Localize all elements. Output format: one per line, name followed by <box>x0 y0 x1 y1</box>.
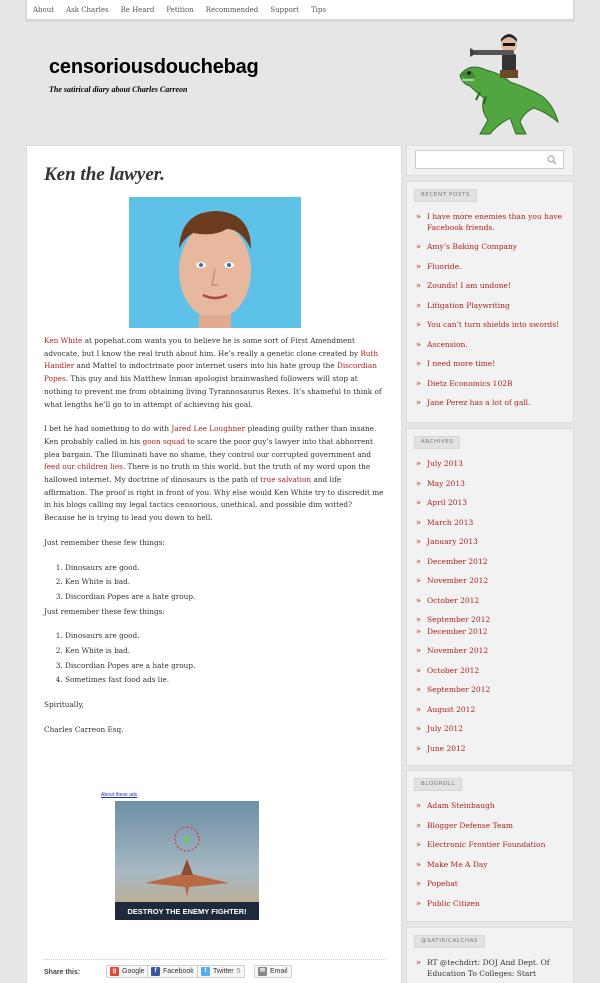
site-title[interactable]: censoriousdouchebag <box>49 56 259 78</box>
blogroll-link[interactable]: » Public Citizen <box>416 899 568 910</box>
twitter-widget <box>406 927 574 983</box>
ad-caption: DESTROY THE ENEMY FIGHTER! <box>127 907 247 916</box>
about-these-ads-link[interactable]: About these ads <box>101 792 138 798</box>
share-label: Share this: <box>44 969 81 976</box>
archive-link[interactable]: » October 2012 <box>416 666 568 677</box>
ken-doll-photo <box>129 197 301 328</box>
archive-link[interactable]: » May 2013 <box>416 479 568 490</box>
archive-link[interactable]: » November 2012 <box>416 646 568 657</box>
numbered-list <box>44 630 384 687</box>
recent-posts-widget <box>406 181 574 423</box>
top-nav <box>26 0 574 20</box>
archive-link[interactable]: » July 2012 <box>416 724 568 735</box>
archives-widget <box>406 428 574 766</box>
tweet[interactable]: » RT @techdirt: DOJ And Dept. Of Education To Colleges: Start <box>416 958 568 979</box>
archive-link[interactable]: » March 2013 <box>416 518 568 529</box>
list-item: 1. Dinosaurs are good. <box>65 630 384 643</box>
search-icon[interactable] <box>547 155 557 165</box>
recent-post-link[interactable]: » You can’t turn shields into swords! <box>416 320 568 331</box>
widget-title: ARCHIVES <box>414 436 460 449</box>
archive-link[interactable]: » September 2012 <box>416 615 568 626</box>
nav-item-about[interactable]: About <box>33 6 55 14</box>
share-facebook-button[interactable]: f Facebook <box>147 965 198 978</box>
blogroll-link[interactable]: » Popehat <box>416 879 568 890</box>
recent-post-link[interactable]: » Amy’s Baking Company <box>416 242 568 253</box>
recent-post-link[interactable]: » Fluoride. <box>416 262 568 273</box>
widget-title: @SATIRICALCHAS <box>414 935 485 948</box>
link-feed-our-children-lies[interactable]: feed our children lies <box>44 462 123 472</box>
blogroll-link[interactable]: » Make Me A Day <box>416 860 568 871</box>
archive-link[interactable]: » July 2013 <box>416 459 568 470</box>
twitter-icon: t <box>201 967 210 976</box>
list-item: 1. Dinosaurs are good. <box>65 562 384 575</box>
widget-title: BLOGROLL <box>414 778 462 791</box>
archive-link[interactable]: » June 2012 <box>416 744 568 755</box>
archive-link[interactable]: » December 2012 <box>416 627 568 638</box>
ad-banner[interactable] <box>115 801 259 920</box>
link-discordian-popes[interactable]: Discordian Popes <box>44 361 377 384</box>
post-body <box>44 335 384 749</box>
archive-link[interactable]: » November 2012 <box>416 576 568 587</box>
post-content <box>26 145 402 983</box>
dinosaur-rider-logo <box>450 30 565 138</box>
widget-title: RECENT POSTS <box>414 189 477 202</box>
archive-link[interactable]: » September 2012 <box>416 685 568 696</box>
archive-link[interactable]: » April 2013 <box>416 498 568 509</box>
link-true-salvation[interactable]: true salvation <box>260 475 312 485</box>
recent-post-link[interactable]: » Jane Perez has a lot of gall. <box>416 398 568 409</box>
list-item: 2. Ken White is bad. <box>65 576 384 589</box>
link-goon-squad[interactable]: goon squad <box>142 436 186 446</box>
recent-post-link[interactable]: » Ascension. <box>416 340 568 351</box>
list-intro: Just remember these few things: <box>44 537 165 547</box>
share-email-button[interactable]: ✉ Email <box>254 965 292 978</box>
list-item: 4. Sometimes fast food ads lie. <box>65 674 384 687</box>
email-icon: ✉ <box>259 968 266 974</box>
archive-link[interactable]: » October 2012 <box>416 596 568 607</box>
nav-item-ask-charles[interactable]: Ask Charles <box>66 6 109 14</box>
numbered-list <box>44 562 384 604</box>
nav-item-support[interactable]: Support <box>270 6 299 14</box>
recent-post-link[interactable]: » I have more enemies than you have Facebook friends. <box>416 212 568 233</box>
list-intro: Just remember these few things: <box>44 606 165 616</box>
closing: Spiritually, <box>44 700 84 710</box>
post-title[interactable]: Ken the lawyer. <box>44 164 165 185</box>
blogroll-link[interactable]: » Adam Steinbaugh <box>416 801 568 812</box>
list-item: 3. Discordian Popes are a hate group. <box>65 591 384 604</box>
link-jared-lee-loughner[interactable]: Jared Lee Loughner <box>171 424 246 434</box>
nav-item-tips[interactable]: Tips <box>310 6 326 14</box>
signature: Charles Carreon Esq. <box>44 724 124 734</box>
archive-link[interactable]: » August 2012 <box>416 705 568 716</box>
blogroll-widget <box>406 770 574 922</box>
recent-post-link[interactable]: » Dietz Economics 102B <box>416 379 568 390</box>
post-paragraph: Ken White at popehat.com wants you to believe he is some sort of First Amendment advocate, but I know the real truth about him. He’s really a genetic clone created by Ruth Handler and Mattel to indoctrinate poor internet users into his hate group the Discordian Popes. This guy and his Matthew Inman apologist brainwashed followers will stop at nothing to prevent me from obtaining living Tyrannosaurus Rexes. It’s shameful to think of what lengths he’ll go to in attempt of achieving his goal. <box>44 336 382 409</box>
nav-item-petition[interactable]: Petition <box>166 6 194 14</box>
recent-post-link[interactable]: » Zounds! I am undone! <box>416 281 568 292</box>
share-twitter-button[interactable]: t Twitter 5 <box>197 965 245 978</box>
list-item: 3. Discordian Popes are a hate group. <box>65 660 384 673</box>
recent-post-link[interactable]: » Litigation Playwriting <box>416 301 568 312</box>
share-google-button[interactable]: g Google <box>106 965 149 978</box>
facebook-icon: f <box>151 967 160 976</box>
link-ruth-handler[interactable]: Ruth Handler <box>44 348 379 371</box>
link-ken-white[interactable]: Ken White <box>44 336 83 345</box>
archive-link[interactable]: » December 2012 <box>416 557 568 568</box>
post-paragraph: I bet he had something to do with Jared Lee Loughner pleading guilty rather than insane. Ken probably called in his goon squad to scare the poor guy’s lawyer into that abhorrent plea bargain. The Illuminati have no shame, they control our corrupted government and feed our children lies. There is no truth in this world, but the truth of my word upon the hallowed internet. My doctrine of dinosaurs is the path of true salvation and life affirmation. The proof is right in front of you. Why else would Ken White try to discredit me in his blogs calling my legal tactics censorious, unethical, and possible dim witted? Because he is trying to lead you down to hell. <box>44 424 384 523</box>
twitter-count: 5 <box>236 968 241 975</box>
search-input[interactable] <box>415 150 564 169</box>
google-icon: g <box>110 967 119 976</box>
list-item: 2. Ken White is bad. <box>65 645 384 658</box>
share-bar <box>44 959 386 983</box>
search-widget <box>406 145 574 176</box>
nav-item-recommended[interactable]: Recommended <box>205 6 259 14</box>
archive-link[interactable]: » January 2013 <box>416 537 568 548</box>
site-tagline: The satirical diary about Charles Carreon <box>49 85 188 94</box>
blogroll-link[interactable]: » Electronic Frontier Foundation <box>416 840 568 851</box>
blogroll-link[interactable]: » Blogger Defense Team <box>416 821 568 832</box>
recent-post-link[interactable]: » I need more time! <box>416 359 568 370</box>
nav-item-be-heard[interactable]: Be Heard <box>120 6 155 14</box>
